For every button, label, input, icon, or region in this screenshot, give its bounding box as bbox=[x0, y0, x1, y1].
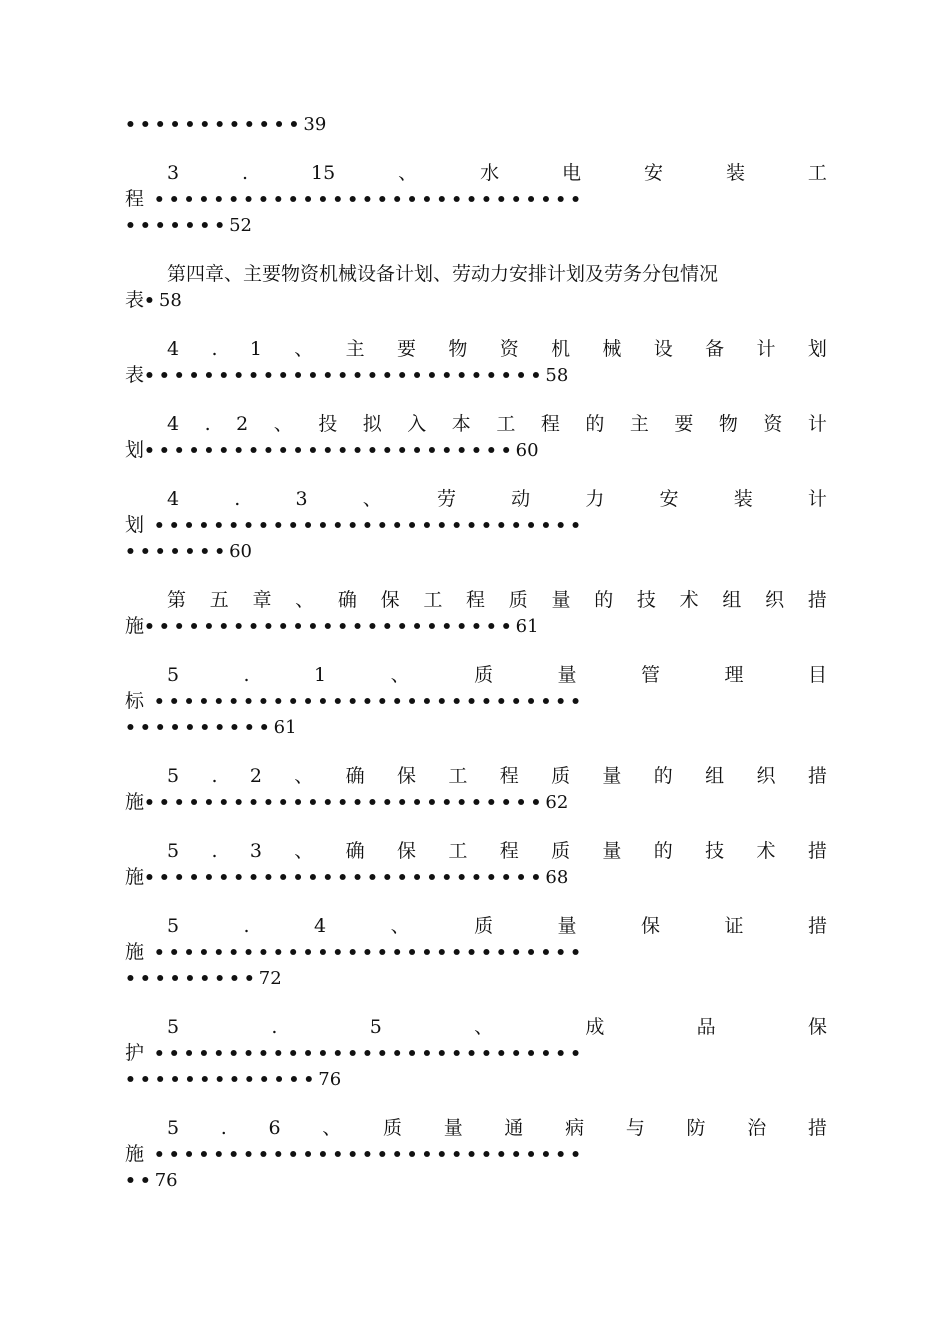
heading-char: 第 bbox=[167, 589, 187, 611]
dot-leader: • bbox=[144, 291, 159, 311]
heading-char: 量 bbox=[602, 840, 622, 862]
heading-char: 入 bbox=[407, 413, 427, 435]
heading-char: 装 bbox=[733, 488, 753, 510]
heading-char: 程 bbox=[499, 840, 519, 862]
heading-char: 措 bbox=[807, 589, 827, 611]
toc-entry-heading bbox=[167, 838, 827, 864]
toc-entry-leader bbox=[125, 512, 827, 538]
dot-leader: ••••••••••••••••••••••••• bbox=[144, 617, 516, 637]
heading-char: 管 bbox=[641, 664, 661, 686]
dot-leader: •• bbox=[125, 1171, 155, 1191]
heading-char: 措 bbox=[807, 840, 827, 862]
dot-leader: ••••••••••••••••••••••••• bbox=[144, 441, 516, 461]
page-number: 62 bbox=[545, 792, 569, 813]
dot-leader: ••••••••••••••••••••••••••••• bbox=[144, 190, 586, 210]
dot-leader: ••••••••••••• bbox=[125, 1070, 319, 1090]
heading-char: 计 bbox=[756, 338, 776, 360]
toc-entry-leader bbox=[125, 789, 827, 815]
dot-leader: •••••••••••• bbox=[125, 115, 304, 135]
heading-char: 、 bbox=[294, 338, 314, 360]
heading-char: 机 bbox=[551, 338, 571, 360]
heading-char: 投 bbox=[318, 413, 338, 435]
heading-char: 理 bbox=[724, 664, 744, 686]
heading-char: 措 bbox=[807, 915, 827, 937]
heading-char: 与 bbox=[625, 1117, 645, 1139]
toc-entry-leader bbox=[125, 1066, 827, 1092]
heading-char: 的 bbox=[653, 840, 673, 862]
dot-leader: ••••••••••••••••••••••••••••• bbox=[144, 692, 586, 712]
heading-char: 3 bbox=[295, 488, 308, 510]
heading-char: 、 bbox=[474, 1016, 494, 1038]
heading-char: 设 bbox=[653, 338, 673, 360]
heading-char: . bbox=[243, 915, 250, 937]
heading-char: 主 bbox=[629, 413, 649, 435]
heading-tail: 施 bbox=[125, 866, 145, 888]
toc-entry-heading: 第四章、主要物资机械设备计划、劳动力安排计划及劳务分包情况 bbox=[167, 263, 719, 285]
heading-char: 4 bbox=[167, 488, 180, 510]
heading-char: 、 bbox=[295, 589, 315, 611]
page-number: 76 bbox=[318, 1069, 342, 1090]
heading-char: . bbox=[243, 664, 250, 686]
heading-char: 质 bbox=[474, 664, 494, 686]
heading-char: 5 bbox=[167, 915, 180, 937]
toc-entry-leader bbox=[125, 965, 827, 991]
heading-char: 资 bbox=[499, 338, 519, 360]
heading-tail: 程 bbox=[125, 188, 145, 210]
heading-char: 4 bbox=[167, 413, 180, 435]
heading-char: 安 bbox=[659, 488, 679, 510]
heading-char: 质 bbox=[551, 840, 571, 862]
heading-char: 计 bbox=[807, 413, 827, 435]
heading-tail: 施 bbox=[125, 615, 145, 637]
toc-entry-leader bbox=[125, 939, 827, 965]
heading-char: 程 bbox=[466, 589, 486, 611]
heading-char: 5 bbox=[369, 1016, 382, 1038]
page-number: 58 bbox=[158, 290, 182, 311]
toc-entry-leader bbox=[125, 688, 827, 714]
heading-char: 的 bbox=[585, 413, 605, 435]
heading-char: 保 bbox=[807, 1016, 827, 1038]
heading-char: 组 bbox=[705, 765, 725, 787]
heading-char: 病 bbox=[565, 1117, 585, 1139]
heading-char: 量 bbox=[557, 915, 577, 937]
heading-tail: 施 bbox=[125, 941, 145, 963]
heading-char: 技 bbox=[636, 589, 656, 611]
heading-char: 织 bbox=[756, 765, 776, 787]
heading-char: . bbox=[211, 338, 218, 360]
heading-char: 品 bbox=[696, 1016, 716, 1038]
toc-entry-leader bbox=[125, 212, 827, 238]
heading-char: 2 bbox=[249, 765, 262, 787]
page-number: 72 bbox=[258, 968, 282, 989]
heading-char: . bbox=[211, 765, 218, 787]
heading-char: . bbox=[211, 840, 218, 862]
page-number: 61 bbox=[273, 717, 297, 738]
heading-char: . bbox=[204, 413, 211, 435]
toc-entry-heading bbox=[167, 486, 827, 512]
page-number: 61 bbox=[515, 616, 539, 637]
heading-char: 5 bbox=[167, 1117, 180, 1139]
heading-char: 力 bbox=[585, 488, 605, 510]
heading-tail: 表 bbox=[125, 364, 145, 386]
heading-char: 4 bbox=[167, 338, 180, 360]
toc-entry-heading bbox=[167, 763, 827, 789]
dot-leader: ••••••••••••••••••••••••••••• bbox=[144, 943, 586, 963]
dot-leader: ••••••••••••••••••••••••••••• bbox=[144, 516, 586, 536]
heading-char: 拟 bbox=[362, 413, 382, 435]
heading-char: 质 bbox=[474, 915, 494, 937]
dot-leader: ••••••••••••••••••••••••••••• bbox=[144, 1145, 586, 1165]
heading-char: 物 bbox=[448, 338, 468, 360]
page-number: 60 bbox=[515, 440, 539, 461]
heading-char: 织 bbox=[765, 589, 785, 611]
heading-char: 工 bbox=[496, 413, 516, 435]
heading-char: 1 bbox=[249, 338, 262, 360]
toc-entry-leader bbox=[125, 287, 827, 313]
dot-leader: ••••••••••••••••••••••••••• bbox=[144, 868, 546, 888]
page-number: 39 bbox=[303, 114, 327, 135]
heading-char: 5 bbox=[167, 664, 180, 686]
heading-char: 、 bbox=[362, 488, 382, 510]
heading-tail: 表 bbox=[125, 289, 145, 311]
heading-char: 防 bbox=[686, 1117, 706, 1139]
heading-char: 本 bbox=[451, 413, 471, 435]
heading-char: 备 bbox=[705, 338, 725, 360]
toc-entry-heading bbox=[167, 411, 827, 437]
heading-tail: 护 bbox=[125, 1042, 145, 1064]
heading-char: 械 bbox=[602, 338, 622, 360]
heading-char: 成 bbox=[585, 1016, 605, 1038]
heading-char: 动 bbox=[511, 488, 531, 510]
heading-char: 工 bbox=[423, 589, 443, 611]
heading-tail: 划 bbox=[125, 514, 145, 536]
toc-entry-heading bbox=[167, 1115, 827, 1141]
heading-char: 工 bbox=[448, 765, 468, 787]
toc-entry-leader bbox=[125, 186, 827, 212]
heading-char: 物 bbox=[718, 413, 738, 435]
heading-char: 计 bbox=[807, 488, 827, 510]
heading-char: 术 bbox=[679, 589, 699, 611]
heading-char: 措 bbox=[807, 765, 827, 787]
dot-leader: •••••••••• bbox=[125, 718, 274, 738]
heading-char: . bbox=[234, 488, 241, 510]
heading-char: 确 bbox=[337, 589, 357, 611]
toc-entry-leader bbox=[125, 437, 827, 463]
heading-char: 5 bbox=[167, 840, 180, 862]
heading-char: 量 bbox=[551, 589, 571, 611]
heading-char: 5 bbox=[167, 765, 180, 787]
heading-char: 工 bbox=[807, 162, 827, 184]
toc-entry-leader bbox=[125, 864, 827, 890]
toc-entry-leader bbox=[125, 613, 827, 639]
page-number: 76 bbox=[154, 1170, 178, 1191]
heading-tail: 施 bbox=[125, 1143, 145, 1165]
toc-entry-heading bbox=[167, 160, 827, 186]
heading-char: 量 bbox=[602, 765, 622, 787]
heading-char: 、 bbox=[398, 162, 418, 184]
heading-char: 、 bbox=[294, 840, 314, 862]
heading-char: 确 bbox=[345, 765, 365, 787]
heading-char: . bbox=[220, 1117, 227, 1139]
heading-char: 保 bbox=[380, 589, 400, 611]
heading-char: 质 bbox=[551, 765, 571, 787]
heading-char: 量 bbox=[443, 1117, 463, 1139]
heading-char: 2 bbox=[236, 413, 249, 435]
heading-char: 目 bbox=[807, 664, 827, 686]
heading-char: 、 bbox=[390, 915, 410, 937]
heading-char: 主 bbox=[345, 338, 365, 360]
toc-entry-heading bbox=[167, 662, 827, 688]
heading-char: 的 bbox=[653, 765, 673, 787]
heading-char: 劳 bbox=[436, 488, 456, 510]
heading-char: 3 bbox=[167, 162, 180, 184]
heading-char: 技 bbox=[705, 840, 725, 862]
dot-leader: ••••••••••••••••••••••••••• bbox=[144, 366, 546, 386]
toc-entry-leader bbox=[125, 538, 827, 564]
heading-char: 五 bbox=[209, 589, 229, 611]
heading-char: 治 bbox=[747, 1117, 767, 1139]
heading-char: 装 bbox=[725, 162, 745, 184]
toc-entry-heading bbox=[167, 587, 827, 613]
dot-leader: ••••••••• bbox=[125, 969, 259, 989]
heading-char: 、 bbox=[322, 1117, 342, 1139]
heading-char: 1 bbox=[314, 664, 327, 686]
toc-entry-leader bbox=[125, 1167, 827, 1193]
toc-entry-leader bbox=[125, 1040, 827, 1066]
page-number: 60 bbox=[229, 541, 252, 562]
heading-tail: 划 bbox=[125, 439, 145, 461]
heading-char: 程 bbox=[540, 413, 560, 435]
page-number: 68 bbox=[545, 867, 569, 888]
heading-char: 、 bbox=[294, 765, 314, 787]
toc-entry-continuation bbox=[125, 111, 827, 137]
heading-char: 量 bbox=[557, 664, 577, 686]
heading-char: 5 bbox=[167, 1016, 180, 1038]
dot-leader: ••••••••••••••••••••••••••••• bbox=[144, 1044, 586, 1064]
heading-char: 、 bbox=[273, 413, 293, 435]
heading-char: 保 bbox=[396, 765, 416, 787]
heading-char: 6 bbox=[268, 1117, 281, 1139]
heading-char: 水 bbox=[480, 162, 500, 184]
heading-char: 程 bbox=[499, 765, 519, 787]
heading-char: 的 bbox=[594, 589, 614, 611]
toc-entry-heading bbox=[167, 1014, 827, 1040]
heading-char: 15 bbox=[311, 162, 336, 184]
heading-char: 、 bbox=[390, 664, 410, 686]
heading-char: 保 bbox=[641, 915, 661, 937]
heading-char: 划 bbox=[807, 338, 827, 360]
heading-char: 电 bbox=[562, 162, 582, 184]
heading-char: 4 bbox=[314, 915, 327, 937]
heading-char: 措 bbox=[807, 1117, 827, 1139]
heading-char: 证 bbox=[724, 915, 744, 937]
heading-char: 组 bbox=[722, 589, 742, 611]
toc-entry-leader bbox=[125, 714, 827, 740]
heading-char: 质 bbox=[383, 1117, 403, 1139]
toc-entry-heading bbox=[167, 913, 827, 939]
heading-char: 质 bbox=[508, 589, 528, 611]
page-number: 58 bbox=[545, 365, 569, 386]
heading-char: 通 bbox=[504, 1117, 524, 1139]
page-number: 52 bbox=[229, 215, 252, 236]
heading-char: 要 bbox=[396, 338, 416, 360]
dot-leader: ••••••• bbox=[125, 216, 230, 236]
heading-char: 确 bbox=[345, 840, 365, 862]
heading-tail: 施 bbox=[125, 791, 145, 813]
toc-entry-leader bbox=[125, 362, 827, 388]
heading-char: 章 bbox=[252, 589, 272, 611]
heading-tail: 标 bbox=[125, 690, 145, 712]
heading-char: 术 bbox=[756, 840, 776, 862]
toc-entry-leader bbox=[125, 1141, 827, 1167]
heading-char: 安 bbox=[644, 162, 664, 184]
heading-char: 资 bbox=[763, 413, 783, 435]
heading-char: . bbox=[242, 162, 249, 184]
heading-char: 保 bbox=[396, 840, 416, 862]
heading-char: 3 bbox=[249, 840, 262, 862]
heading-char: . bbox=[271, 1016, 278, 1038]
heading-char: 要 bbox=[674, 413, 694, 435]
heading-char: 工 bbox=[448, 840, 468, 862]
toc-entry-heading bbox=[167, 336, 827, 362]
dot-leader: ••••••• bbox=[125, 542, 230, 562]
dot-leader: ••••••••••••••••••••••••••• bbox=[144, 793, 546, 813]
